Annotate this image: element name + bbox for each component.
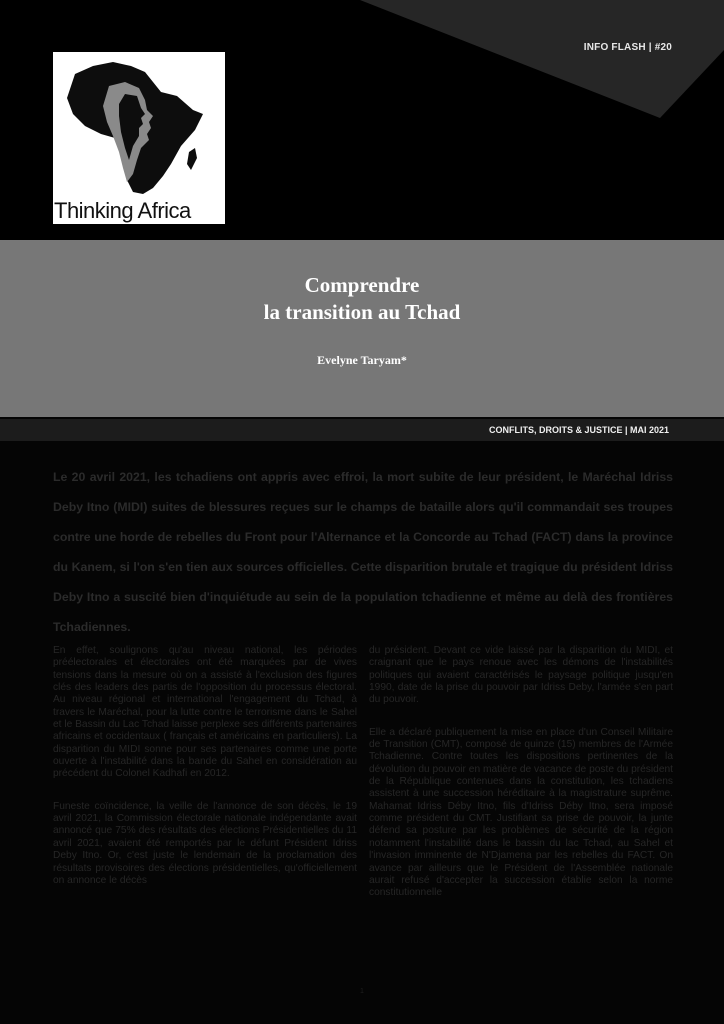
article-title: [0, 272, 724, 326]
body-paragraph: En effet, soulignons qu'au niveau national, les périodes préélectorales et électorales ont été marquées par de vives tensions dans la mesure où on a assisté à l'exclusion des figures clés des leaders des partis de l'opposition du processus électoral. Au niveau régional et international l'engagement du Tchad, à travers le Maréchal, pour la lutte contre le terrorisme dans le Sahel et le Bassin du Lac Tchad laisse perplexe ses différents partenaires africains et occidentaux ( français et américains en particuliers). La disparition du MIDI sonne pour ses partenaires comme une porte ouverte à l'instabilité dans la bande du Sahel en considération au précédent du Colonel Kadhafi en 2012.: [53, 645, 357, 780]
article-category: CONFLITS, DROITS & JUSTICE | MAI 2021: [488, 425, 669, 435]
page-number: 1: [360, 988, 364, 995]
title-line-1: Comprendre: [304, 273, 420, 297]
thinking-africa-logo: [53, 52, 225, 224]
body-columns: [53, 645, 673, 920]
body-paragraph: Elle a déclaré publiquement la mise en place d'un Conseil Militaire de Transition (CMT), composé de quinze (15) membres de l'Armée Tchadienne. Contre toutes les dispositions pertinentes de la dévolution du pouvoir en matière de vacance de poste du président de la République contenues dans la constitution, les tchadiens assistent à une succession héréditaire à la magistrature suprême. Mahamat Idriss Déby Itno, fils d'Idriss Déby Itno, sera imposé comme président du CMT. Justifiant sa prise de pouvoir, la junte défend sa posture par les problèmes de sécurité de la région notamment l'instabilité dans le bassin du lac Tchad, au Sahel et l'invasion imminente de N'Djamena par les rebelles du FACT. On avance par ailleurs que le Président de l'Assemblée nationale aurait refusé d'accepter la succession établie selon la norme constitutionnelle: [369, 726, 673, 899]
logo-text: Thinking Africa: [54, 198, 191, 223]
title-band: [0, 240, 724, 417]
title-line-2: la transition au Tchad: [263, 300, 461, 324]
article-author: Evelyne Taryam*: [317, 353, 407, 367]
lead-paragraph: Le 20 avril 2021, les tchadiens ont appris avec effroi, la mort subite de leur président, le Maréchal Idriss Deby Itno (MIDI) suites de blessures reçues sur le champs de bataille alors qu'il commandait ses troupes contre une horde de rebelles du Front pour l'Alternance et la Concorde au Tchad (FACT) dans la province du Kanem, si l'on s'en tien aux sources officielles. Cette disparition brutale et tragique du président Idriss Deby Itno a suscité bien d'inquiétude au sein de la population tchadienne et même au delà des frontières Tchadiennes.: [53, 470, 673, 634]
info-flash-label: INFO FLASH | #20: [583, 42, 672, 53]
body-paragraph: Funeste coïncidence, la veille de l'annonce de son décès, le 19 avril 2021, la Commission électorale nationale indépendante avait annoncé que 75% des résultats des élections Présidentielles du 11 avril 2021, avaient été remportés par le défunt Président Idriss Deby Itno. Or, c'est juste le lendemain de la proclamation des résultats provisoires des élections présidentielles, qu'officiellement on annonce le décès: [53, 800, 357, 886]
body-column-right: [369, 645, 673, 920]
body-column-left: [53, 645, 357, 920]
body-paragraph: du président. Devant ce vide laissé par la disparition du MIDI, et craignant que le pays renoue avec les démons de l'instabilités politiques qui avaient caractérisés le paysage politique jusqu'en 1990, date de la prise du pouvoir par Idriss Deby, l'armée s'en part du pouvoir.: [369, 645, 673, 706]
